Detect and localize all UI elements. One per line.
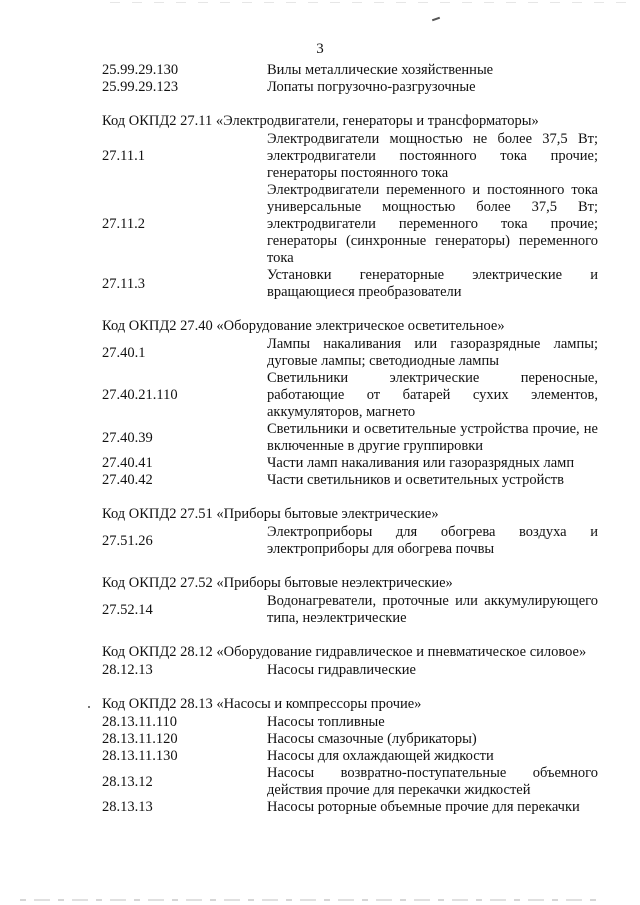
okpd-code: 27.40.21.110 [102,387,178,403]
section-28-12 [102,644,598,679]
okpd-code: 28.13.11.110 [102,714,178,730]
section-28-13 [102,696,598,816]
item-description: Насосы для охлаждающей жидкости [267,748,494,764]
list-item [102,131,598,182]
scan-artifact-bottom [20,899,600,901]
list-item [102,593,598,627]
item-description: Насосы топливные [267,714,385,730]
list-item [102,524,598,558]
list-item [102,765,598,799]
list-item [102,267,598,301]
list-item [102,182,598,267]
scan-dot [88,706,90,708]
list-item [102,731,598,748]
list-item [102,336,598,370]
item-description: Светильники и осветительные устройства прочие, не включенные в другие группировки [267,421,598,454]
item-description: Установки генераторные электрические и вращающиеся преобразователи [267,267,598,300]
okpd-code: 27.40.1 [102,344,146,361]
list-item [102,714,598,731]
item-description: Лопаты погрузочно-разгрузочные [267,79,476,95]
okpd-code: 28.13.11.130 [102,748,178,764]
section-heading: Код ОКПД2 28.12 «Оборудование гидравлическое и пневматическое силовое» [102,644,587,660]
section-heading: Код ОКПД2 27.11 «Электродвигатели, генераторы и трансформаторы» [102,113,539,129]
okpd-code: 27.11.2 [102,216,145,232]
okpd-code: 27.40.42 [102,472,153,488]
item-description: Насосы гидравлические [267,662,416,678]
okpd-code: 28.13.11.120 [102,731,178,747]
item-description: Электроприборы для обогрева воздуха и электроприборы для обогрева почвы [267,524,598,557]
section-27-11 [102,113,598,301]
section-27-40 [102,318,598,489]
item-description: Насосы возвратно-поступательные объемного действия прочие для перекачки жидкостей [267,765,598,798]
section-heading: Код ОКПД2 27.40 «Оборудование электрическое осветительное» [102,318,505,334]
okpd-code: 25.99.29.123 [102,79,179,95]
list-item [102,455,598,472]
section-27-52 [102,575,598,627]
okpd-code: 27.11.1 [102,148,145,164]
item-description: Части ламп накаливания или газоразрядных ламп [267,455,575,471]
document-content [102,62,598,833]
okpd-code: 28.13.13 [102,799,153,815]
okpd-code: 25.99.29.130 [102,62,179,78]
list-item [102,748,598,765]
list-item [102,62,598,79]
item-description: Насосы смазочные (лубрикаторы) [267,731,477,747]
section-heading: Код ОКПД2 28.13 «Насосы и компрессоры прочие» [102,696,422,712]
scan-artifact-top [110,2,630,3]
okpd-code: 27.52.14 [102,601,153,618]
item-description: Лампы накаливания или газоразрядные лампы; дуговые лампы; светодиодные лампы [267,336,598,369]
list-item [102,662,598,679]
item-description: Части светильников и осветительных устройств [267,472,564,488]
list-item [102,799,598,816]
item-description: Насосы роторные объемные прочие для перекачки [267,799,580,815]
list-item [102,79,598,96]
list-item [102,370,598,421]
item-description: Электродвигатели мощностью не более 37,5 Вт; электродвигатели постоянного тока прочие; генераторы постоянного тока [267,131,598,181]
okpd-code: 27.11.3 [102,275,145,292]
list-item [102,472,598,489]
okpd-code: 27.40.39 [102,429,153,446]
okpd-code: 27.40.41 [102,455,153,471]
section-27-51 [102,506,598,558]
section-heading: Код ОКПД2 27.51 «Приборы бытовые электрические» [102,506,439,522]
leading-entries [102,62,598,96]
okpd-code: 27.51.26 [102,532,153,549]
item-description: Вилы металлические хозяйственные [267,62,494,78]
list-item [102,421,598,455]
okpd-code: 28.13.12 [102,773,153,790]
page-number: 3 [316,41,324,57]
okpd-code: 28.12.13 [102,662,153,678]
section-heading: Код ОКПД2 27.52 «Приборы бытовые неэлектрические» [102,575,453,591]
scan-mark [432,17,440,22]
item-description: Водонагреватели, проточные или аккумулирующего типа, неэлектрические [267,593,598,626]
item-description: Электродвигатели переменного и постоянного тока универсальные мощностью более 37,5 Вт; электродвигатели переменного тока прочие; генераторы (синхронные генераторы) переменного тока [267,182,598,266]
item-description: Светильники электрические переносные, работающие от батарей сухих элементов, аккумуляторов, магнето [267,370,598,420]
